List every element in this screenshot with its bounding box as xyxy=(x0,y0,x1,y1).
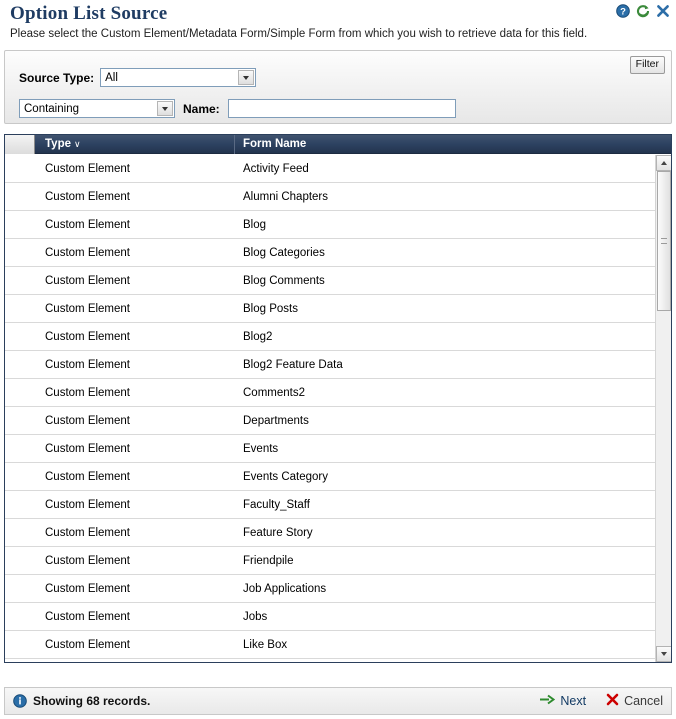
cell-form-name: Blog Posts xyxy=(243,302,298,315)
table-row[interactable] xyxy=(5,519,655,547)
cell-type: Custom Element xyxy=(45,246,131,259)
results-grid xyxy=(4,134,672,663)
cancel-button[interactable] xyxy=(606,693,663,709)
cell-type: Custom Element xyxy=(45,386,131,399)
dialog-footer xyxy=(4,687,672,715)
table-row[interactable] xyxy=(5,631,655,659)
table-row[interactable] xyxy=(5,575,655,603)
column-header-type-label: Type xyxy=(45,137,71,150)
cell-type: Custom Element xyxy=(45,470,131,483)
close-icon[interactable] xyxy=(656,4,670,18)
cell-form-name: Friendpile xyxy=(243,554,294,567)
cell-type: Custom Element xyxy=(45,442,131,455)
next-label: Next xyxy=(560,694,587,708)
refresh-icon[interactable] xyxy=(636,4,650,18)
table-row[interactable] xyxy=(5,351,655,379)
cell-type: Custom Element xyxy=(45,554,131,567)
grid-body xyxy=(5,155,671,662)
table-row[interactable] xyxy=(5,267,655,295)
svg-text:?: ? xyxy=(620,6,626,18)
cell-form-name: Faculty_Staff xyxy=(243,498,310,511)
cell-form-name: Jobs xyxy=(243,610,268,623)
header-icon-group xyxy=(616,4,670,18)
source-type-label: Source Type: xyxy=(19,70,95,85)
cell-form-name: Like Box xyxy=(243,638,288,651)
chevron-down-icon[interactable] xyxy=(238,70,254,85)
table-row[interactable] xyxy=(5,491,655,519)
name-label: Name: xyxy=(183,101,220,116)
cell-form-name: Feature Story xyxy=(243,526,313,539)
cell-form-name: Events xyxy=(243,442,279,455)
cell-type: Custom Element xyxy=(45,190,131,203)
scroll-up-button[interactable] xyxy=(656,155,671,171)
select-all-header-cell[interactable] xyxy=(5,135,35,154)
cancel-label: Cancel xyxy=(624,694,663,708)
arrow-right-icon xyxy=(540,694,555,708)
cell-form-name: Blog2 xyxy=(243,330,273,343)
table-row[interactable] xyxy=(5,463,655,491)
cell-type: Custom Element xyxy=(45,498,131,511)
scroll-down-button[interactable] xyxy=(656,646,671,662)
chevron-down-icon[interactable] xyxy=(157,101,173,116)
cell-type: Custom Element xyxy=(45,582,131,595)
cell-type: Custom Element xyxy=(45,162,131,175)
name-filter-row xyxy=(19,99,456,118)
filter-panel xyxy=(4,50,672,124)
cell-type: Custom Element xyxy=(45,638,131,651)
cell-type: Custom Element xyxy=(45,302,131,315)
vertical-scrollbar[interactable] xyxy=(655,155,671,662)
cancel-x-icon xyxy=(606,693,619,709)
cell-type: Custom Element xyxy=(45,610,131,623)
next-button[interactable] xyxy=(540,694,586,708)
filter-button[interactable]: Filter xyxy=(630,56,665,74)
help-icon[interactable] xyxy=(616,4,630,18)
source-type-select[interactable] xyxy=(100,68,256,87)
sort-descending-icon: ∨ xyxy=(74,138,81,149)
cell-form-name: Blog2 Feature Data xyxy=(243,358,343,371)
grid-header-row xyxy=(5,135,671,154)
cell-form-name: Comments2 xyxy=(243,386,305,399)
name-input[interactable] xyxy=(228,99,456,118)
cell-form-name: Blog Comments xyxy=(243,274,325,287)
source-type-value: All xyxy=(105,71,118,84)
cell-form-name: Blog Categories xyxy=(243,246,325,259)
table-row[interactable] xyxy=(5,155,655,183)
condition-value: Containing xyxy=(24,102,79,115)
cell-form-name: Events Category xyxy=(243,470,329,483)
info-icon xyxy=(13,694,27,708)
table-row[interactable] xyxy=(5,435,655,463)
dialog-header xyxy=(0,0,676,44)
record-count-text: Showing 68 records. xyxy=(33,694,151,708)
table-row[interactable] xyxy=(5,407,655,435)
condition-select[interactable] xyxy=(19,99,175,118)
table-row[interactable] xyxy=(5,183,655,211)
cell-type: Custom Element xyxy=(45,330,131,343)
cell-form-name: Activity Feed xyxy=(243,162,309,175)
grid-rows xyxy=(5,155,655,659)
footer-actions xyxy=(540,693,663,709)
scrollbar-thumb[interactable] xyxy=(657,171,671,311)
source-type-row xyxy=(19,68,256,87)
table-row[interactable] xyxy=(5,603,655,631)
table-row[interactable] xyxy=(5,239,655,267)
table-row[interactable] xyxy=(5,379,655,407)
cell-type: Custom Element xyxy=(45,526,131,539)
cell-form-name: Alumni Chapters xyxy=(243,190,329,203)
table-row[interactable] xyxy=(5,547,655,575)
column-header-form-name[interactable]: Form Name xyxy=(243,137,307,150)
cell-form-name: Blog xyxy=(243,218,267,231)
cell-type: Custom Element xyxy=(45,218,131,231)
table-row[interactable] xyxy=(5,211,655,239)
table-row[interactable] xyxy=(5,295,655,323)
cell-form-name: Departments xyxy=(243,414,309,427)
cell-form-name: Job Applications xyxy=(243,582,327,595)
page-description: Please select the Custom Element/Metadata Form/Simple Form from which you wish to retrieve data for this field. xyxy=(10,28,588,40)
cell-type: Custom Element xyxy=(45,274,131,287)
column-header-type[interactable] xyxy=(35,135,235,154)
page-title: Option List Source xyxy=(10,3,168,24)
table-row[interactable] xyxy=(5,323,655,351)
record-count-area xyxy=(13,694,150,708)
cell-type: Custom Element xyxy=(45,358,131,371)
cell-type: Custom Element xyxy=(45,414,131,427)
